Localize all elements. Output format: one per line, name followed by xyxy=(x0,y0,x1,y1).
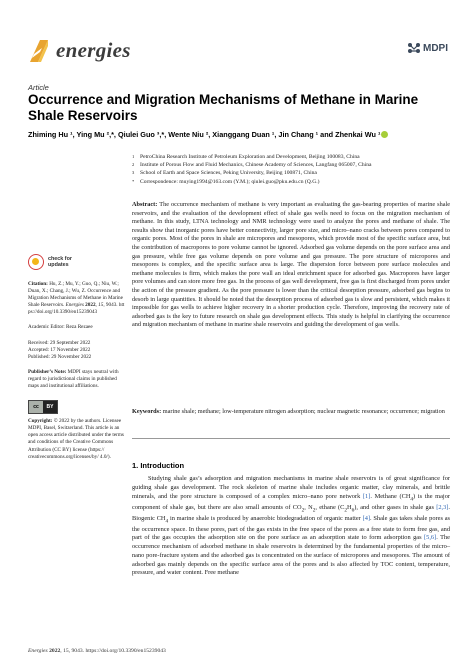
publisher-note-text: MDPI stays neutral with regard to jurisdictional claims in published maps and institutional affiliations. xyxy=(28,368,119,390)
check-updates-label xyxy=(48,256,72,268)
mdpi-logo[interactable] xyxy=(407,42,448,54)
journal-name[interactable]: energies xyxy=(56,38,131,62)
keywords-text: marine shale; methane; low-temperature nitrogen adsorption; nuclear magnetic resonance; occurrence; migration xyxy=(162,408,445,415)
citation-year: 2022 xyxy=(85,302,96,309)
affiliation-mark: 1 xyxy=(132,154,135,159)
affiliation-text: PetroChina Research Institute of Petroleum Exploration and Development, Beijing 100083, China xyxy=(140,154,360,160)
keywords xyxy=(132,408,450,417)
affiliation-item xyxy=(132,153,452,161)
footer-journal: Energies xyxy=(28,648,48,654)
affiliation-text: Institute of Porous Flow and Fluid Mechanics, Chinese Academy of Sciences, Langfang 065007, China xyxy=(140,162,372,169)
citation-doi-link[interactable]: 9043. https://doi.org/10.3390/en15239043 xyxy=(28,302,125,316)
cc-by-license-badge[interactable] xyxy=(28,400,58,414)
affiliation-item xyxy=(132,169,452,177)
article-sidebar xyxy=(28,254,126,469)
copyright-block xyxy=(28,418,126,461)
abstract-label: Abstract: xyxy=(132,201,158,208)
abstract xyxy=(132,201,450,330)
footer-citation[interactable]: , 15, 9043. https://doi.org/10.3390/en15239043 xyxy=(60,648,166,654)
author-list xyxy=(28,130,458,139)
publisher-note xyxy=(28,369,126,390)
copyright-label: Copyright: xyxy=(28,418,53,425)
dates-block xyxy=(28,340,126,361)
citation-journal: Energies xyxy=(65,302,84,309)
article-type: Article xyxy=(28,83,49,92)
section-divider xyxy=(132,438,450,439)
published-date: Published: 29 November 2022 xyxy=(28,353,92,360)
correspondence-text[interactable]: Correspondence: muying1994@163.com (Y.M.); qiulei.guo@pku.edu.cn (Q.G.) xyxy=(140,178,320,185)
check-updates-icon xyxy=(28,254,44,270)
affiliations xyxy=(132,153,452,186)
energies-logo-icon xyxy=(28,38,50,64)
accepted-date: Accepted: 17 November 2022 xyxy=(28,346,91,353)
affiliation-mark: 3 xyxy=(132,170,135,176)
citation-volume: 15 xyxy=(98,302,104,309)
affiliation-text: School of Earth and Space Sciences, Peking University, Beijing 100871, China xyxy=(140,170,317,177)
orcid-icon[interactable] xyxy=(381,131,388,138)
page-footer xyxy=(28,648,166,654)
academic-editor: Academic Editor: Reza Rezaee xyxy=(28,324,93,331)
footer-year: 2022 xyxy=(49,648,61,654)
introduction-body: Studying shale gas’s adsorption and migration mechanisms in marine shale reservoirs is of great significance for guiding shale gas development. The rock skeleton of marine shale includes organic matter, clay minerals, and brittle minerals, and the pore structure is composed of a complex micro–nano pore network [1]. Methane $(CH_4)$ is the major component of shale gas, but there are also small amounts of $CO_2$, $N_2$, ethane $(C_2H_6)$, and other gases in shale gas [2,3]. Biogenic $CH_4$ in marine shale is produced by anaerobic biodegradation of organic matter [4]. Shale gas takes shale pores as the occurrence space. In these pores, part of the gas exists in the free space of the pores as a free state to form free gas, and part of the gas occupies the adsorption site on the pore surface as an adsorption state to form adsorption gas [5,6]. The occurrence mechanism of adsorbed methane in shale reservoirs is determined by the fundamental properties of the micro–nano pore-fracture system and the adsorbed gas is concentrated on the surface of micropores and mesopores. The amount of adsorbed gas mainly depends on the specific surface area of the pores and is also affected by TOC content, temperature, pressure, and water content. Free methane xyxy=(132,475,451,577)
affiliation-mark: * xyxy=(132,178,135,184)
correspondence xyxy=(132,178,452,186)
author-names[interactable]: Zhiming Hu ¹, Ying Mu ²,*, Qiulei Guo ³,*, Wente Niu ², Xianggang Duan ¹, Jin Chang ¹ and Zhenkai Wu ¹ xyxy=(28,130,381,139)
copyright-text: © 2022 by the authors. Licensee MDPI, Basel, Switzerland. This article is an open access article distributed under the terms and conditions of the Creative Commons Attribution (CC BY) license (https:// creativecommons.org/licenses/by/ 4.0/). xyxy=(28,418,124,460)
journal-header xyxy=(28,36,448,76)
citation-label: Citation: xyxy=(28,281,48,287)
check-updates-line-1: check for xyxy=(48,255,72,262)
keywords-label: Keywords: xyxy=(132,408,162,415)
article-title: Occurrence and Migration Mechanisms of Methane in Marine Shale Reservoirs xyxy=(28,92,419,123)
received-date: Received: 29 September 2022 xyxy=(28,339,91,346)
citation-block: Citation: Hu, Z.; Mu, Y.; Guo, Q.; Niu, W.; Duan, X.; Chang, J.; Wu, Z. Occurrence and Migration Mechanisms of Methane in Marine Shale Reservoirs. Energies 2022, 15, 9043. https://doi.org/10.3390/en15239043 xyxy=(28,281,125,316)
by-icon: BY xyxy=(43,401,57,413)
check-updates-line-2: updates xyxy=(48,262,69,268)
affiliation-mark: 2 xyxy=(132,162,135,168)
publisher-note-label: Publisher’s Note: xyxy=(28,368,67,375)
publisher-name: MDPI xyxy=(423,42,448,54)
abstract-text: The occurrence mechanism of methane is very important as evaluating the gas-bearing properties of marine shale reservoirs, and the evaluation of the development effect of shale gas wells need to focus on the migration mechanism of methane. In this study, LTNA technology and NMR technology were used to analyze the pores and methane of shale. The results show that inorganic pores have better connectivity, larger pore size, and micro–nano cracks between pores compared to organic pores. Most of the pores in shale are micropores and mesopores, which provide most of the specific surface area, but the contribution of macropores to pore volume cannot be ignored. Adsorbed gas volume depends on the pore surface area and gas pressure, while free gas volume depends on pore volume and gas pressure. The pore structure of micropores and mesopores is complex, and the specific surface area is large. The dispersion force between pore surface molecules and methane molecules is firm, which makes the pore wall an ideal enrichment space for adsorbed gas. Macropores have larger pore volumes and can store more free gas. In the process of gas well development, free gas is first discharged from pores under the action of the pressure gradient. As the pore pressure is lower than the critical desorption pressure, adsorbed gas begins to desorb in large quantities. It should be noted that the desorption process of adsorbed gas is slow and persistent, which makes it impossible for gas wells to achieve higher recovery in a shorter production cycle. Therefore, improving the recovery rate of adsorbed gas is the key to future research on shale gas development effects. This study is helpful in clarifying the occurrence and migration mechanism of methane in marine shale reservoirs and guiding the development of gas wells. xyxy=(132,201,450,329)
cc-icon: cc xyxy=(29,401,43,413)
section-heading-introduction: 1. Introduction xyxy=(132,461,185,470)
mdpi-mark-icon xyxy=(407,42,421,54)
check-for-updates-button[interactable] xyxy=(28,254,126,270)
citation-text: Hu, Z.; Mu, Y.; Guo, Q.; Niu, W.; Duan, X.; Chang, J.; Wu, Z. Occurrence and Migration Mechanisms of Methane in Marine Shale Reservoirs. xyxy=(28,281,123,309)
affiliation-item xyxy=(132,161,452,169)
